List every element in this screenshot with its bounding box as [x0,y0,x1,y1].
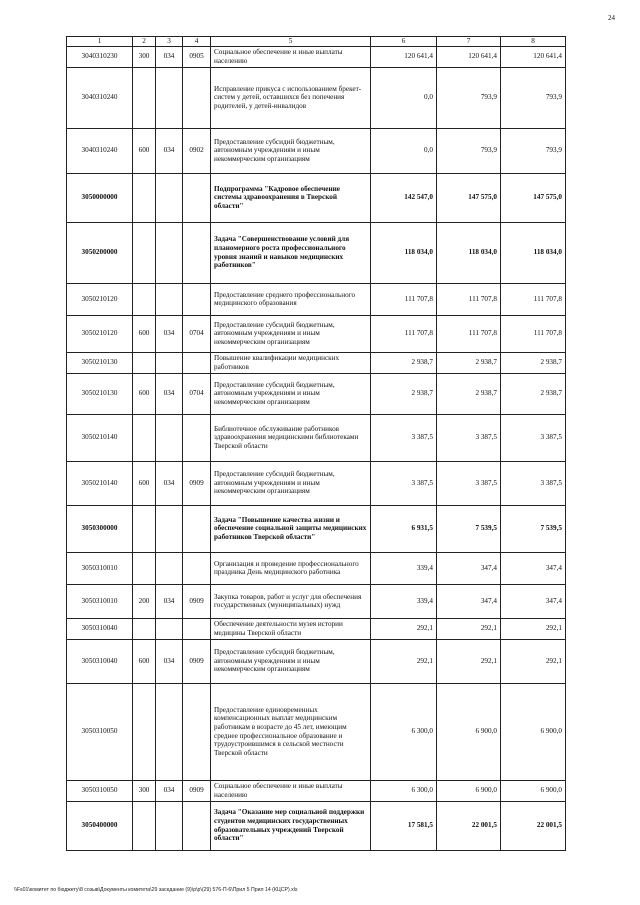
row-name-cell: Исправление прикуса с использованием брекет-систем у детей, оставшихся без попечения родителей, у детей-инвалидов [211,67,371,128]
row-code-cell: 3050310010 [67,584,133,618]
group-code-cell [133,222,156,283]
value-col6-cell: 6 300,0 [371,683,437,780]
group-code-cell [133,683,156,780]
table-row [67,683,566,780]
table-row [67,352,566,373]
file-path-footer: \\Fs01\комитет по бюджету\8 созыв\Документы комитета\29 заседание (9)\р\р\(29) 576-П-6\Прил 5 Прил 14 (КЦСР).xls [14,887,298,893]
ministry-code-cell [156,67,183,128]
row-name-cell: Предоставление субсидий бюджетным, автономным учреждениям и иным некоммерческим организациям [211,373,371,414]
section-code-cell [183,414,211,461]
column-header: 1 [67,37,133,47]
ministry-code-cell [156,801,183,850]
group-code-cell [133,414,156,461]
group-code-cell: 600 [133,461,156,505]
budget-table [66,36,566,851]
value-col6-cell: 0,0 [371,67,437,128]
value-col6-cell: 118 034,0 [371,222,437,283]
value-col6-cell: 0,0 [371,128,437,173]
value-col7-cell: 347,4 [437,552,501,584]
ministry-code-cell [156,618,183,639]
table-row [67,461,566,505]
value-col8-cell: 3 387,5 [501,461,566,505]
value-col7-cell: 793,9 [437,128,501,173]
value-col8-cell: 22 001,5 [501,801,566,850]
ministry-code-cell: 034 [156,780,183,801]
section-code-cell: 0704 [183,373,211,414]
value-col6-cell: 111 707,8 [371,283,437,315]
row-name-cell: Предоставление субсидий бюджетным, автономным учреждениям и иным некоммерческим организациям [211,461,371,505]
group-code-cell [133,618,156,639]
table-row [67,128,566,173]
table-row [67,283,566,315]
row-name-cell: Обеспечение деятельности музея истории медицины Тверской области [211,618,371,639]
ministry-code-cell [156,173,183,222]
row-code-cell: 3050310040 [67,618,133,639]
value-col6-cell: 339,4 [371,552,437,584]
column-header: 8 [501,37,566,47]
column-header: 4 [183,37,211,47]
table-row [67,67,566,128]
ministry-code-cell [156,414,183,461]
ministry-code-cell [156,552,183,584]
value-col7-cell: 2 938,7 [437,373,501,414]
row-code-cell: 3050000000 [67,173,133,222]
column-header: 7 [437,37,501,47]
row-name-cell: Задача "Совершенствование условий для планомерного роста профессионального уровня знаний и навыков медицинских работников" [211,222,371,283]
table-row [67,315,566,352]
row-code-cell: 3050210120 [67,315,133,352]
row-code-cell: 3050300000 [67,505,133,552]
ministry-code-cell: 034 [156,46,183,67]
value-col8-cell: 2 938,7 [501,352,566,373]
row-name-cell: Задача "Повышение качества жизни и обеспечение социальной защиты медицинских работников Тверской области" [211,505,371,552]
column-header: 2 [133,37,156,47]
value-col7-cell: 6 900,0 [437,780,501,801]
value-col8-cell: 2 938,7 [501,373,566,414]
section-code-cell: 0909 [183,639,211,683]
ministry-code-cell: 034 [156,373,183,414]
row-name-cell: Социальное обеспечение и иные выплаты населению [211,46,371,67]
table-row [67,618,566,639]
value-col8-cell: 3 387,5 [501,414,566,461]
group-code-cell: 600 [133,639,156,683]
ministry-code-cell [156,352,183,373]
group-code-cell: 200 [133,584,156,618]
value-col6-cell: 292,1 [371,618,437,639]
table-row [67,801,566,850]
value-col7-cell: 292,1 [437,618,501,639]
row-name-cell: Предоставление среднего профессионального медицинского образования [211,283,371,315]
group-code-cell [133,801,156,850]
value-col8-cell: 118 034,0 [501,222,566,283]
value-col7-cell: 6 900,0 [437,683,501,780]
group-code-cell [133,505,156,552]
value-col6-cell: 3 387,5 [371,461,437,505]
group-code-cell [133,67,156,128]
row-name-cell: Предоставление субсидий бюджетным, автономным учреждениям и иным некоммерческим организациям [211,128,371,173]
value-col7-cell: 292,1 [437,639,501,683]
table-row [67,584,566,618]
table-row [67,222,566,283]
group-code-cell: 600 [133,373,156,414]
row-name-cell: Задача "Оказание мер социальной поддержки студентов медицинских государственных образовательных учреждений Тверской области" [211,801,371,850]
ministry-code-cell: 034 [156,584,183,618]
group-code-cell [133,352,156,373]
value-col7-cell: 347,4 [437,584,501,618]
group-code-cell: 600 [133,128,156,173]
value-col8-cell: 7 539,5 [501,505,566,552]
ministry-code-cell: 034 [156,461,183,505]
value-col8-cell: 793,9 [501,128,566,173]
value-col6-cell: 292,1 [371,639,437,683]
group-code-cell: 300 [133,780,156,801]
column-number-row [67,37,566,47]
value-col8-cell: 111 707,8 [501,315,566,352]
section-code-cell [183,683,211,780]
section-code-cell [183,801,211,850]
row-code-cell: 3040310240 [67,67,133,128]
ministry-code-cell: 034 [156,639,183,683]
value-col8-cell: 6 900,0 [501,683,566,780]
column-header: 6 [371,37,437,47]
value-col7-cell: 147 575,0 [437,173,501,222]
section-code-cell [183,505,211,552]
table-row [67,639,566,683]
row-name-cell: Социальное обеспечение и иные выплаты населению [211,780,371,801]
section-code-cell [183,552,211,584]
table-row [67,505,566,552]
value-col7-cell: 3 387,5 [437,461,501,505]
row-code-cell: 3050210120 [67,283,133,315]
table-row [67,46,566,67]
value-col8-cell: 147 575,0 [501,173,566,222]
table-row [67,414,566,461]
value-col8-cell: 111 707,8 [501,283,566,315]
row-name-cell: Библиотечное обслуживание работников здравоохранения медицинскими библиотеками Тверской области [211,414,371,461]
row-code-cell: 3050400000 [67,801,133,850]
ministry-code-cell [156,283,183,315]
value-col7-cell: 3 387,5 [437,414,501,461]
table-row [67,780,566,801]
value-col6-cell: 2 938,7 [371,352,437,373]
ministry-code-cell: 034 [156,315,183,352]
row-code-cell: 3050210130 [67,373,133,414]
ministry-code-cell [156,505,183,552]
row-code-cell: 3050310040 [67,639,133,683]
value-col8-cell: 292,1 [501,618,566,639]
row-code-cell: 3050200000 [67,222,133,283]
value-col6-cell: 339,4 [371,584,437,618]
value-col8-cell: 292,1 [501,639,566,683]
group-code-cell: 600 [133,315,156,352]
value-col6-cell: 142 547,0 [371,173,437,222]
section-code-cell: 0909 [183,584,211,618]
row-name-cell: Предоставление единовременных компенсационных выплат медицинским работникам в возрасте до 45 лет, имеющим среднее профессиональное образование и трудоустроившимся в сельской местности Тверской области [211,683,371,780]
row-name-cell: Повышение квалификации медицинских работников [211,352,371,373]
row-code-cell: 3050310050 [67,780,133,801]
page-number: 24 [608,14,615,22]
row-code-cell: 3050210140 [67,414,133,461]
section-code-cell [183,283,211,315]
section-code-cell: 0704 [183,315,211,352]
value-col6-cell: 120 641,4 [371,46,437,67]
group-code-cell [133,173,156,222]
value-col7-cell: 118 034,0 [437,222,501,283]
value-col7-cell: 111 707,8 [437,283,501,315]
section-code-cell [183,67,211,128]
value-col7-cell: 793,9 [437,67,501,128]
section-code-cell [183,222,211,283]
row-code-cell: 3040310230 [67,46,133,67]
ministry-code-cell [156,683,183,780]
group-code-cell: 300 [133,46,156,67]
row-code-cell: 3050210140 [67,461,133,505]
value-col6-cell: 6 300,0 [371,780,437,801]
group-code-cell [133,283,156,315]
section-code-cell [183,173,211,222]
value-col8-cell: 6 900,0 [501,780,566,801]
row-code-cell: 3050210130 [67,352,133,373]
value-col8-cell: 120 641,4 [501,46,566,67]
row-code-cell: 3050310050 [67,683,133,780]
section-code-cell: 0909 [183,780,211,801]
ministry-code-cell [156,222,183,283]
section-code-cell [183,618,211,639]
row-name-cell: Закупка товаров, работ и услуг для обеспечения государственных (муниципальных) нужд [211,584,371,618]
row-code-cell: 3050310010 [67,552,133,584]
value-col7-cell: 2 938,7 [437,352,501,373]
section-code-cell: 0905 [183,46,211,67]
section-code-cell: 0902 [183,128,211,173]
row-name-cell: Предоставление субсидий бюджетным, автономным учреждениям и иным некоммерческим организациям [211,315,371,352]
row-code-cell: 3040310240 [67,128,133,173]
row-name-cell: Подпрограмма "Кадровое обеспечение системы здравоохранения в Тверской области" [211,173,371,222]
value-col7-cell: 120 641,4 [437,46,501,67]
value-col8-cell: 347,4 [501,552,566,584]
value-col7-cell: 22 001,5 [437,801,501,850]
row-name-cell: Организация и проведение профессионального праздника День медицинского работника [211,552,371,584]
group-code-cell [133,552,156,584]
table-row [67,373,566,414]
column-header: 3 [156,37,183,47]
value-col7-cell: 111 707,8 [437,315,501,352]
value-col6-cell: 3 387,5 [371,414,437,461]
column-header: 5 [211,37,371,47]
ministry-code-cell: 034 [156,128,183,173]
row-name-cell: Предоставление субсидий бюджетным, автономным учреждениям и иным некоммерческим организациям [211,639,371,683]
value-col6-cell: 17 581,5 [371,801,437,850]
value-col6-cell: 111 707,8 [371,315,437,352]
value-col8-cell: 347,4 [501,584,566,618]
section-code-cell: 0909 [183,461,211,505]
value-col8-cell: 793,9 [501,67,566,128]
value-col6-cell: 6 931,5 [371,505,437,552]
table-row [67,173,566,222]
value-col7-cell: 7 539,5 [437,505,501,552]
section-code-cell [183,352,211,373]
table-row [67,552,566,584]
value-col6-cell: 2 938,7 [371,373,437,414]
